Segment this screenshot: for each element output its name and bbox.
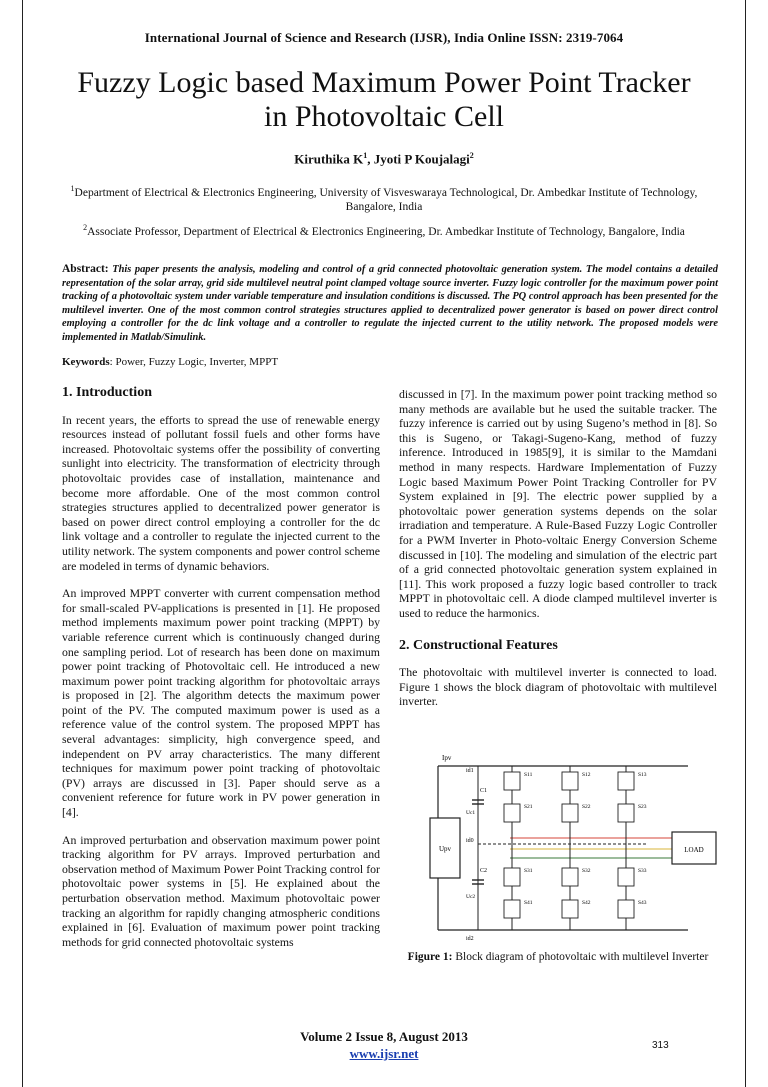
switch-s23 xyxy=(618,804,634,822)
affiliation-1-text: Department of Electrical & Electronics Engineering, University of Visveswaraya Technological, Dr. Ambedkar Institute of Technology, Bangalore, India xyxy=(74,186,698,213)
inverter-leg-2 xyxy=(562,766,591,930)
right-paragraph-2: The photovoltaic with multilevel inverter is connected to load. Figure 1 shows the block diagram of photovoltaic with multilevel inverter. xyxy=(399,665,717,709)
intro-paragraph-2: An improved MPPT converter with current compensation method for small-scaled PV-applications is presented in [1]. He proposed method implements maximum power point tracking (MPPT) by variable reference current which is continuously changed during one sampling period. Lot of research has been done on maximum power point tracking of Photovoltaic cell. He introduced a new maximum power point tracking algorithm for photovoltaic arrays is proposed in [2]. The algorithm detects the maximum power point of the PV. The computed maximum power is used as a reference value of the control system. The proposed MPPT has several advantages: simplicity, high convergence speed, and independent on PV array characteristics. The many different techniques for maximum power point tracking of photovoltaic (PV) arrays are discussed in [3]. Paper should serve as a convenient reference for future work in PV power generation in [4]. xyxy=(62,586,380,820)
footer-volume: Volume 2 Issue 8, August 2013 xyxy=(300,1029,468,1044)
switch-s32 xyxy=(562,868,578,886)
switch-s22 xyxy=(562,804,578,822)
abstract-label: Abstract: xyxy=(62,263,109,275)
section-1-heading: 1. Introduction xyxy=(62,385,152,400)
author-2: Jyoti P Koujalagi xyxy=(373,151,470,167)
s11-label: S11 xyxy=(524,772,533,778)
figure-1-diagram xyxy=(420,748,720,944)
c2-label: C2 xyxy=(480,868,488,874)
section-2-heading: 2. Constructional Features xyxy=(399,637,558,653)
switch-s21 xyxy=(504,804,520,822)
keywords-label: Keywords xyxy=(62,356,110,368)
right-paragraph-1: discussed in [7]. In the maximum power point tracking method so many methods are available but he used the suitable tracker. The fuzzy inference is carried out by using Sugeno’s method in [8]. So this is Sugeno, or Takagi-Sugeno-Kang, method of fuzzy inference. Introduced in 1985[9], it is similar to the Mamdani method in many respects. Hardware Implementation of Fuzzy Logic based Maximum Power Point Tracking Controller for PV System explained in [9]. The electric power supplied by a photovoltaic power generation systems depends on the solar irradiation and temperature. A Rule-Based Fuzzy Logic Controller for a PWM Inverter in Photo-voltaic Energy Conversion Scheme discussed in [10]. The modeling and simulation of the electric part of a grid connected photovoltaic generation system explained in [11]. This work proposed a fuzzy logic based controller to track MPPT in photovoltaic cell. A diode clamped multilevel inverter is used to reduce the harmonics. xyxy=(399,387,717,620)
keywords xyxy=(62,356,278,368)
abstract xyxy=(62,263,718,344)
author-2-sup: 2 xyxy=(469,151,474,160)
uc1-label: Uc1 xyxy=(466,810,476,816)
id2-label: id2 xyxy=(466,936,474,942)
journal-url-link[interactable]: www.ijsr.net xyxy=(349,1046,419,1061)
switch-s31 xyxy=(504,868,520,886)
s32-label: S32 xyxy=(582,868,591,874)
c1-label: C1 xyxy=(480,788,488,794)
inverter-leg-1 xyxy=(504,766,533,930)
switch-s11 xyxy=(504,772,520,790)
s31-label: S31 xyxy=(524,868,533,874)
switch-s43 xyxy=(618,900,634,918)
inverter-leg-3 xyxy=(618,766,647,930)
caption-label: Figure 1: xyxy=(407,951,453,963)
affiliation-1-sup: 1 xyxy=(70,184,75,193)
load-label: LOAD xyxy=(684,846,704,854)
caption-text: Block diagram of photovoltaic with multilevel Inverter xyxy=(455,951,709,963)
s22-label: S22 xyxy=(582,804,591,810)
switch-s42 xyxy=(562,900,578,918)
id1-label: id1 xyxy=(466,768,474,774)
switch-s41 xyxy=(504,900,520,918)
affiliation-2-sup: 2 xyxy=(83,223,88,232)
s42-label: S42 xyxy=(582,900,591,906)
s43-label: S43 xyxy=(638,900,647,906)
intro-paragraph-3: An improved perturbation and observation maximum power point tracking algorithm for PV arrays. Improved perturbation and observation method of Maximum Power Point Tracking control for photovoltaic power systems in [5]. He explained about the perturbation observation method. Maximum photovoltaic power tracking an algorithm for rapidly changing atmospheric conditions explained in [6]. Evaluation of maximum power point tracking methods for grid connected photovoltaic systems xyxy=(62,832,380,949)
affiliation-2-text: Associate Professor, Department of Electrical & Electronics Engineering, Dr. Ambedkar Institute of Technology, Bangalore, India xyxy=(87,225,685,238)
keywords-text: : Power, Fuzzy Logic, Inverter, MPPT xyxy=(109,356,279,368)
page-number: 313 xyxy=(652,1040,669,1051)
author-1: Kiruthika K xyxy=(294,151,364,167)
s21-label: S21 xyxy=(524,804,533,810)
switch-s33 xyxy=(618,868,634,886)
uc2-label: Uc2 xyxy=(466,894,476,900)
s33-label: S33 xyxy=(638,868,647,874)
affiliation-2 xyxy=(40,221,728,239)
s12-label: S12 xyxy=(582,772,591,778)
ipv-label: Ipv xyxy=(442,754,452,762)
paper-title xyxy=(0,66,768,134)
title-line-2: in Photovoltaic Cell xyxy=(264,100,504,133)
right-column xyxy=(399,387,717,722)
journal-header: International Journal of Science and Research (IJSR), India Online ISSN: 2319-7064 xyxy=(144,30,624,45)
abstract-text: This paper presents the analysis, modeling and control of a grid connected photovoltaic generation system. The model contains a detailed representation of the solar array, grid side multilevel neutral point clamped voltage source inverter. Fuzzy logic controller for the maximum power point tracking of a photovoltaic system under variable temperature and insulation conditions is discussed. The PQ control approach has been presented for the multilevel inverter. One of the most common control strategies structures applied to decentralized power generator is based on power direct control employing a controller for the dc link voltage and a controller to regulate the injected current to the utility network. The proposed models were implemented in Matlab/Simulink. xyxy=(62,264,718,343)
author-list xyxy=(0,151,768,167)
switch-s12 xyxy=(562,772,578,790)
left-column xyxy=(62,386,380,962)
id0-label: id0 xyxy=(466,838,474,844)
switch-s13 xyxy=(618,772,634,790)
s13-label: S13 xyxy=(638,772,647,778)
affiliation-1 xyxy=(64,182,704,214)
title-line-1: Fuzzy Logic based Maximum Power Point Tracker xyxy=(77,66,691,99)
intro-paragraph-1: In recent years, the efforts to spread the use of renewable energy resources instead of pollutant fossil fuels and other forms have increased. Photovoltaic systems offer the possibility of converting sunlight into electricity. The transformation of electricity through photovoltaic provides case of installation, maintenance and become more affordable. One of the most common control strategies structures applied to decentralized power generator is based on power direct control employing a controller for the dc link voltage and a controller to regulate the injected current to the utility network. The system components and power control scheme are modeled in terms of dynamic behaviors. xyxy=(62,412,380,573)
author-separator: , xyxy=(367,151,374,167)
s23-label: S23 xyxy=(638,804,647,810)
upv-label: Upv xyxy=(438,845,452,853)
author-1-sup: 1 xyxy=(363,151,368,160)
s41-label: S41 xyxy=(524,900,533,906)
figure-1-caption xyxy=(399,950,717,964)
